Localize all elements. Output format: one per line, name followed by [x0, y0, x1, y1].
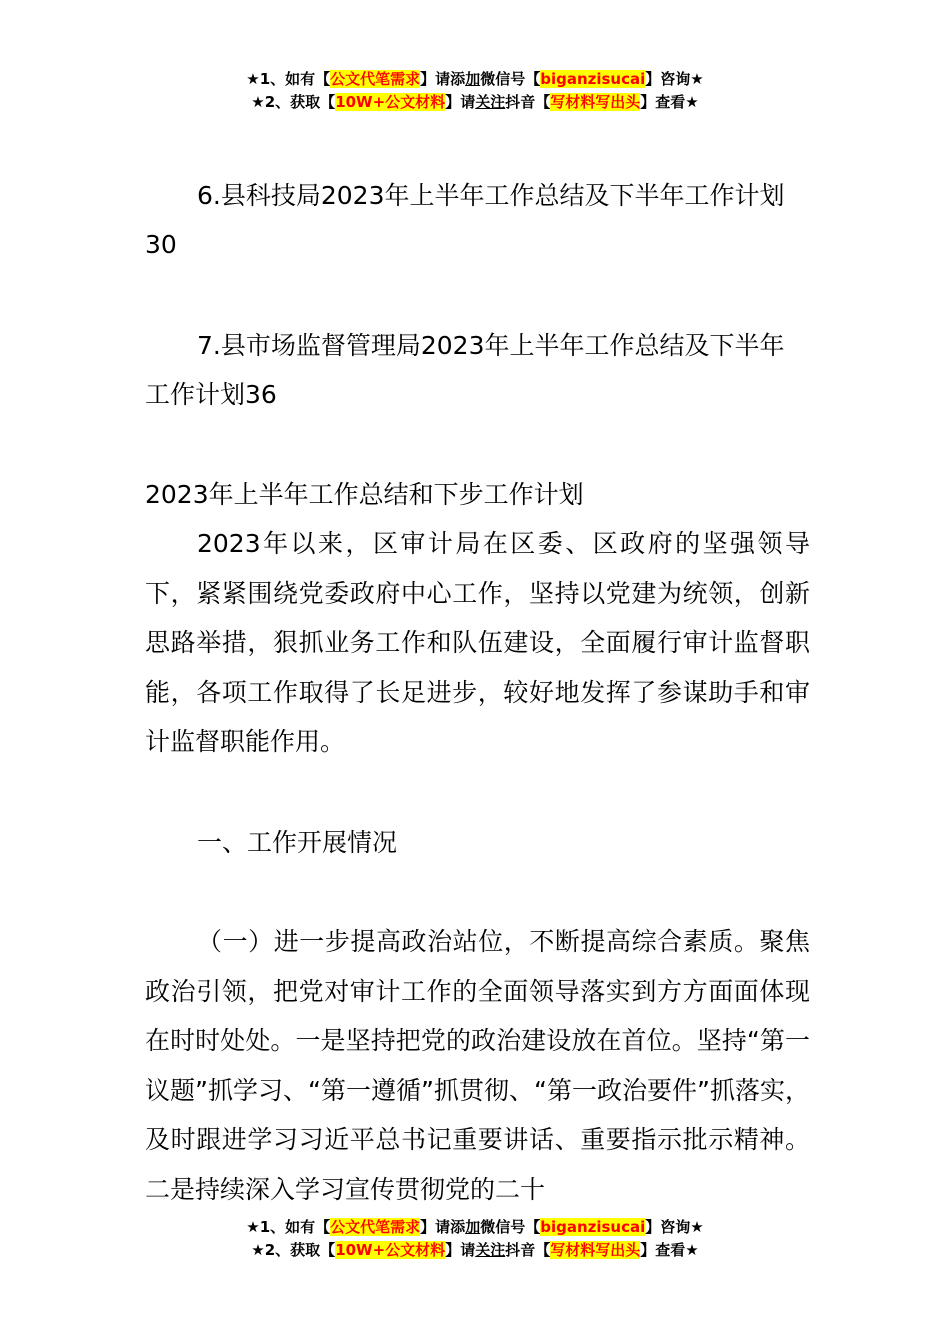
banner-text: 】请 — [445, 1241, 476, 1259]
banner-text: 】请添 — [420, 70, 466, 88]
intro-paragraph: 2023年以来，区审计局在区委、区政府的坚强领导下，紧紧围绕党委政府中心工作，坚持以党建为统领，创新思路举措，狠抓业务工作和队伍建设，全面履行审计监督职能，各项工作取得了长足进步，较好地发挥了参谋助手和审计监督职能作用。 — [145, 529, 810, 756]
banner-underline: 加 — [465, 70, 481, 88]
banner-text: 】请 — [445, 93, 476, 111]
banner-text: 】请添 — [420, 1218, 466, 1236]
toc-entry-title: 7.县市场监督管理局2023年上半年工作总结及下半年 — [197, 331, 785, 360]
toc-entry — [145, 171, 810, 269]
footer-banner — [0, 1216, 950, 1262]
document-title: 2023年上半年工作总结和下步工作计划 — [145, 480, 584, 509]
banner-highlight: 10W+公文材料 — [335, 1241, 446, 1259]
toc-entry-page: 30 — [145, 230, 177, 259]
banner-highlight: 写材料写出头 — [550, 93, 641, 111]
toc-entry-page: 工作计划36 — [145, 380, 277, 409]
header-banner — [0, 68, 950, 114]
banner-text: 抖音【 — [505, 1241, 551, 1259]
banner-underline: 关注 — [475, 1241, 506, 1259]
banner-text: 抖音【 — [505, 93, 551, 111]
banner-line-2 — [0, 1239, 950, 1262]
banner-highlight: 公文代笔需求 — [330, 70, 421, 88]
banner-line-1 — [0, 1216, 950, 1239]
banner-text: 】咨询★ — [645, 70, 704, 88]
section-paragraph: （一）进一步提高政治站位，不断提高综合素质。聚焦政治引领，把党对审计工作的全面领导落实到方方面面体现在时时处处。一是坚持把党的政治建设放在首位。坚持“第一议题”抓学习、“第一遵循”抓贯彻、“第一政治要件”抓落实，及时跟进学习习近平总书记重要讲话、重要指示批示精神。二是持续深入学习宣传贯彻党的二十 — [145, 927, 810, 1204]
banner-highlight: biganzisucai — [540, 1218, 646, 1236]
banner-line-1 — [0, 68, 950, 91]
banner-text: ★1、如有【 — [246, 1218, 331, 1236]
banner-text: 】查看★ — [640, 1241, 699, 1259]
banner-text: ★2、获取【 — [251, 93, 336, 111]
banner-text: ★1、如有【 — [246, 70, 331, 88]
section-heading: 一、工作开展情况 — [197, 828, 398, 857]
banner-highlight: 公文代笔需求 — [330, 1218, 421, 1236]
banner-text: ★2、获取【 — [251, 1241, 336, 1259]
banner-text: 】咨询★ — [645, 1218, 704, 1236]
banner-text: 】查看★ — [640, 93, 699, 111]
banner-highlight: 写材料写出头 — [550, 1241, 641, 1259]
toc-entry-title: 6.县科技局2023年上半年工作总结及下半年工作计划 — [197, 181, 785, 210]
banner-highlight: biganzisucai — [540, 70, 646, 88]
banner-text: 微信号【 — [480, 1218, 541, 1236]
banner-underline: 关注 — [475, 93, 506, 111]
banner-text: 微信号【 — [480, 70, 541, 88]
toc-entry — [145, 321, 810, 419]
banner-underline: 加 — [465, 1218, 481, 1236]
banner-highlight: 10W+公文材料 — [335, 93, 446, 111]
banner-line-2 — [0, 91, 950, 114]
